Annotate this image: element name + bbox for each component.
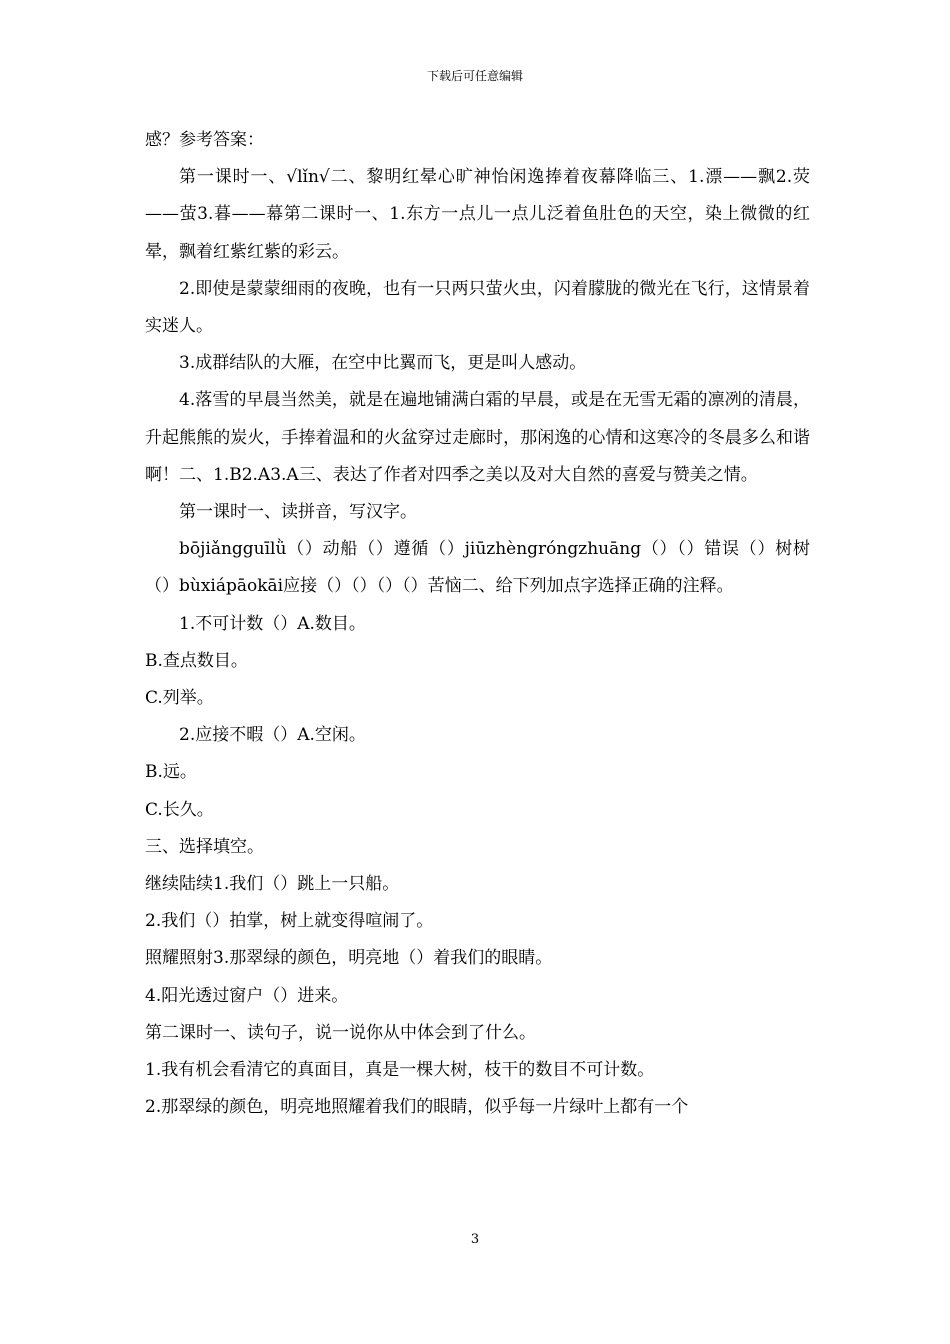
paragraph: 1.我有机会看清它的真面目，真是一棵大树，枝干的数目不可计数。 <box>145 1060 655 1081</box>
paragraph: 4.阳光透过窗户（）进来。 <box>145 985 349 1006</box>
page-header: 下载后可任意编辑 <box>426 69 523 83</box>
paragraph: 第二课时一、读句子，说一说你从中体会到了什么。 <box>145 1022 536 1043</box>
paragraph: C.列举。 <box>145 688 214 709</box>
paragraph: 4.落雪的早晨当然美，就是在遍地铺满白霜的早晨，或是在无雪无霜的凛冽的清晨，升起熊熊的炭火，手捧着温和的火盆穿过走廊时，那闲逸的心情和这寒冷的冬晨多么和谐啊！二、1.B2.A3.A三、表达了作者对四季之美以及对大自然的喜爱与赞美之情。 <box>145 390 810 485</box>
paragraph: B.查点数目。 <box>145 650 248 671</box>
paragraph: 第一课时一、√lǐn√二、黎明红晕心旷神怡闲逸捧着夜幕降临三、1.漂——飘2.荧——萤3.暮——幕第二课时一、1.东方一点儿一点儿泛着鱼肚色的天空，染上微微的红晕，飘着红紫红紫的彩云。 <box>145 167 810 262</box>
paragraph: 第一课时一、读拼音，写汉字。 <box>179 502 417 523</box>
document-body <box>145 122 810 1126</box>
paragraph: 1.不可计数（）A.数目。 <box>179 613 366 634</box>
page-number: 3 <box>470 1232 480 1247</box>
paragraph: bōjiǎngguīlǜ（）动船（）遵循（）jiūzhèngróngzhuāng（）（）错误（）树树（）bùxiápāokāi应接（）（）（）（）苦恼二、给下列加点字选择正确的注释。 <box>145 539 810 597</box>
paragraph: 2.我们（）拍掌，树上就变得喧闹了。 <box>145 911 434 932</box>
paragraph: 2.即使是蒙蒙细雨的夜晚，也有一只两只萤火虫，闪着朦胧的微光在飞行，这情景着实迷人。 <box>145 278 810 337</box>
paragraph: 3.成群结队的大雁，在空中比翼而飞，更是叫人感动。 <box>179 353 587 374</box>
paragraph: C.长久。 <box>145 799 214 820</box>
paragraph: 照耀照射3.那翠绿的颜色，明亮地（）着我们的眼睛。 <box>145 948 553 969</box>
paragraph: 2.应接不暇（）A.空闲。 <box>179 725 366 746</box>
paragraph: B.远。 <box>145 762 197 783</box>
paragraph: 继续陆续1.我们（）跳上一只船。 <box>145 874 400 895</box>
paragraph: 2.那翠绿的颜色，明亮地照耀着我们的眼睛，似乎每一片绿叶上都有一个 <box>145 1097 689 1118</box>
paragraph: 三、选择填空。 <box>145 836 264 857</box>
paragraph: 感？参考答案： <box>145 130 264 150</box>
